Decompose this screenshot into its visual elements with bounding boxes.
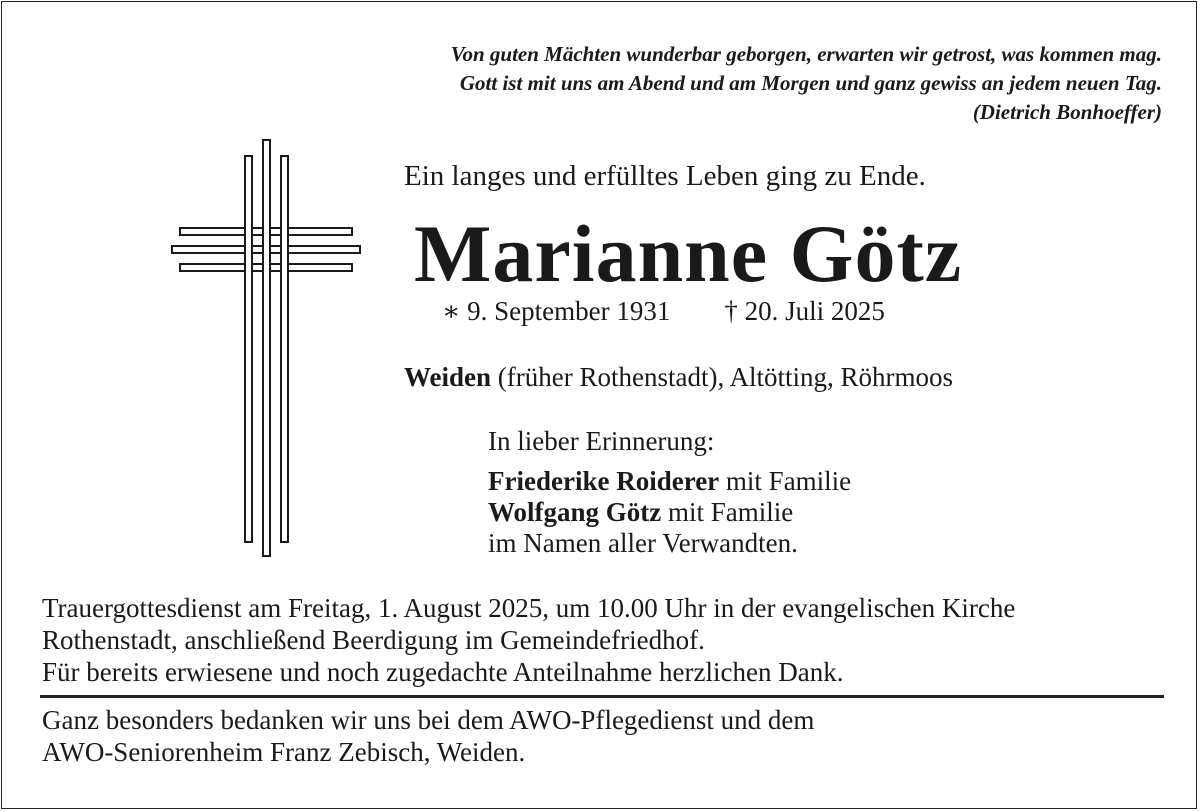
thanks-line-1: Ganz besonders bedanken wir uns bei dem AWO-Pflegedienst und dem [42,705,815,735]
service-line-1: Trauergottesdienst am Freitag, 1. August 2025, um 10.00 Uhr in der evangelischen Kirche [42,593,1016,623]
quote-author: (Dietrich Bonhoeffer) [972,100,1162,124]
cross-icon [168,138,364,560]
divider-rule [40,695,1164,698]
death-date: † 20. Juli 2025 [724,296,885,326]
mourner-name: Wolfgang Götz [488,497,662,527]
memory-heading: In lieber Erinnerung: [488,426,715,456]
mourner-suffix: mit Familie [719,466,852,496]
deceased-name: Marianne Götz [414,208,963,299]
mourner-name: Friederike Roiderer [488,466,720,496]
bonhoeffer-quote [451,40,1162,127]
mourners-closing: im Namen aller Verwandten. [488,528,798,558]
places [404,362,953,393]
birth-date: ∗ 9. September 1931 [442,296,671,326]
mourners-list [488,466,851,559]
service-line-3: Für bereits erwiesene und noch zugedachte Anteilnahme herzlichen Dank. [42,657,844,687]
place-main: Weiden [404,362,492,392]
mourner-line [488,466,851,497]
quote-line-1: Von guten Mächten wunderbar geborgen, erwarten wir getrost, was kommen mag. [450,42,1162,66]
service-line-2: Rothenstadt, anschließend Beerdigung im Gemeindefriedhof. [42,625,705,655]
mourner-line [488,497,851,528]
intro-text: Ein langes und erfülltes Leben ging zu Ende. [404,160,926,192]
mourner-suffix: mit Familie [661,497,794,527]
special-thanks [42,704,814,768]
place-rest: (früher Rothenstadt), Altötting, Röhrmoos [491,362,953,392]
service-info [42,592,1015,688]
quote-line-2: Gott ist mit uns am Abend und am Morgen und ganz gewiss an jedem neuen Tag. [459,71,1162,95]
thanks-line-2: AWO-Seniorenheim Franz Zebisch, Weiden. [42,737,526,767]
life-dates [442,296,885,327]
